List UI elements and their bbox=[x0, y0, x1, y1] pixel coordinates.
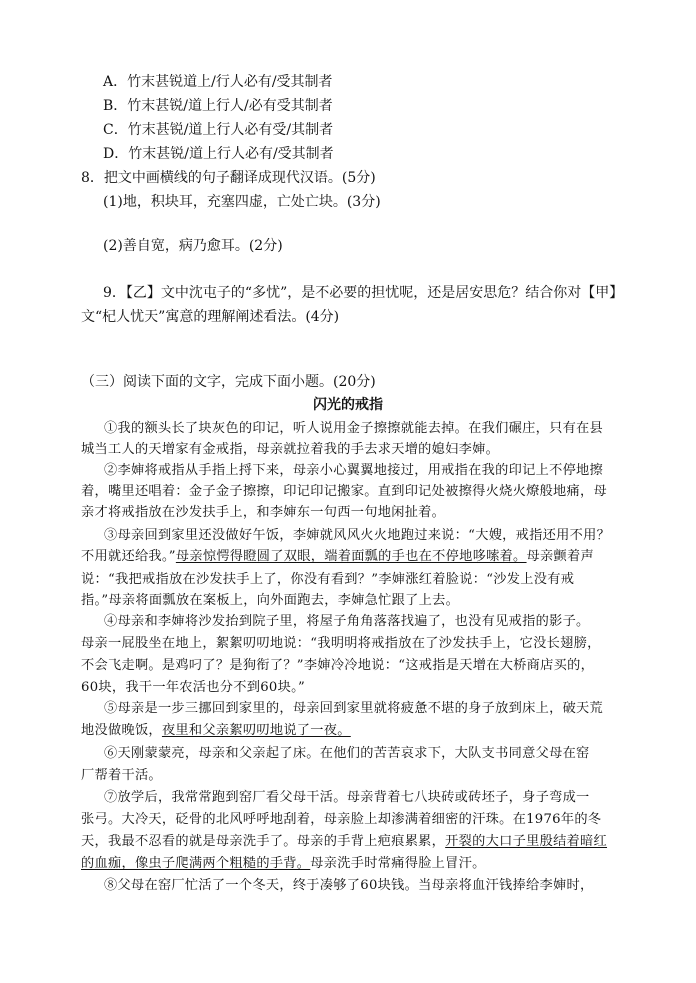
passage-line bbox=[81, 855, 486, 873]
question-9-line2: 文“杞人忧天”寓意的理解阐述看法。(4分) bbox=[81, 309, 340, 325]
passage-line: 指。”母亲将面瓢放在案板上，向外面跑去，李婶急忙跟了上去。 bbox=[81, 593, 460, 608]
passage-text: 母亲洗手时常痛得脸上冒汗。 bbox=[310, 856, 486, 871]
question-8-sub2: (2)善自宽，病乃愈耳。(2分) bbox=[103, 238, 283, 254]
passage-line: 母亲一屁股坐在地上，絮絮叨叨地说：“我明明将戒指放在了沙发扶手上，它没长翅膀， bbox=[81, 636, 601, 651]
passage-line bbox=[81, 548, 594, 566]
passage-line: ⑦放学后，我常常跑到窑厂看父母干活。母亲背着七八块砖或砖坯子，身子弯成一 bbox=[104, 790, 590, 805]
underlined-sentence: 母亲惊愕得瞪圆了双眼，端着面瓢的手也在不停地哆嗦着。 bbox=[175, 549, 527, 564]
article-title: 闪光的戒指 bbox=[313, 397, 383, 413]
q7-option-d: D．竹末甚锐/道上行人必有/受其制者 bbox=[103, 146, 334, 162]
passage-line: 说：“我把戒指放在沙发扶手上了，你没有看到？”李婶涨红着脸说：“沙发上没有戒 bbox=[81, 572, 575, 587]
passage-line: 着，嘴里还唱着：金子金子擦擦，印记印记搬家。直到印记处被擦得火烧火燎般地痛，母 bbox=[81, 484, 608, 499]
passage-line: 不会飞走啊。是鸡叼了？是狗衔了？”李婶冷冷地说：“这戒指是天增在大桥商店买的， bbox=[81, 658, 595, 673]
question-8-sub1: (1)地，积块耳，充塞四虚，亡处亡块。(3分) bbox=[103, 194, 381, 210]
passage-line: ②李婶将戒指从手指上捋下来，母亲小心翼翼地接过，用戒指在我的印记上不停地擦 bbox=[104, 463, 604, 478]
passage-line bbox=[81, 833, 607, 851]
passage-line bbox=[81, 722, 351, 740]
passage-text: 母亲颤着声 bbox=[526, 549, 594, 564]
question-9-line1: 9．【乙】文中沈屯子的“多忧”，是不必要的担忧呢，还是居安思危？结合你对【甲】 bbox=[103, 285, 624, 301]
underlined-sentence: 开裂的大口子里殷结着暗红 bbox=[445, 834, 608, 849]
passage-line: 厂帮着干活。 bbox=[81, 768, 162, 783]
passage-text: 地没做晚饭， bbox=[81, 723, 162, 738]
passage-line: ④母亲和李婶将沙发抬到院子里，将屋子角角落落找遍了，也没有见戒指的影子。 bbox=[104, 614, 590, 629]
passage-text: 不用就还给我。” bbox=[81, 549, 176, 564]
passage-line: 60块，我干一年农活也分不到60块。” bbox=[81, 680, 306, 695]
passage-line: ⑥天刚蒙蒙亮，母亲和父亲起了床。在他们的苦苦哀求下，大队支书同意父母在窑 bbox=[104, 746, 590, 761]
section-heading: （三）阅读下面的文字，完成下面小题。(20分) bbox=[81, 374, 376, 390]
passage-line: 亲才将戒指放在沙发扶手上，和李婶东一句西一句地闲扯着。 bbox=[81, 505, 446, 520]
underlined-sentence: 的血痂，像虫子爬满两个粗糙的手背。 bbox=[81, 856, 311, 871]
underlined-sentence: 夜里和父亲絮叨叨地说了一夜。 bbox=[161, 723, 351, 738]
passage-line: 张弓。大冷天，砭骨的北风呼呼地刮着，母亲脸上却渗满着细密的汗珠。在1976年的冬 bbox=[81, 812, 602, 827]
q7-option-c: C．竹末甚锐/道上行人必有受/其制者 bbox=[103, 122, 334, 138]
passage-line: ①我的额头长了块灰色的印记，听人说用金子擦擦就能去掉。在我们碾庄，只有在县 bbox=[104, 421, 604, 436]
q7-option-a: A．竹末甚锐道上/行人必有/受其制者 bbox=[103, 74, 333, 90]
question-8-stem: 8．把文中画横线的句子翻译成现代汉语。(5分) bbox=[81, 170, 376, 186]
q7-option-b: B．竹末甚锐/道上行人/必有受其制者 bbox=[103, 98, 333, 114]
passage-line: ③母亲回到家里还没做好午饭，李婶就风风火火地跑过来说：“大嫂，戒指还用不用？ bbox=[104, 528, 611, 543]
passage-line: ⑧父母在窑厂忙活了一个冬天，终于凑够了60块钱。当母亲将血汗钱捧给李婶时， bbox=[104, 878, 594, 893]
passage-text: 天，我最不忍看的就是母亲洗手了。母亲的手背上疤痕累累， bbox=[81, 834, 446, 849]
passage-line: 城当工人的天增家有金戒指，母亲就拉着我的手去求天增的媳妇李婶。 bbox=[81, 442, 500, 457]
passage-line: ⑤母亲是一步三挪回到家里的，母亲回到家里就将疲惫不堪的身子放到床上，破天荒 bbox=[104, 701, 604, 716]
